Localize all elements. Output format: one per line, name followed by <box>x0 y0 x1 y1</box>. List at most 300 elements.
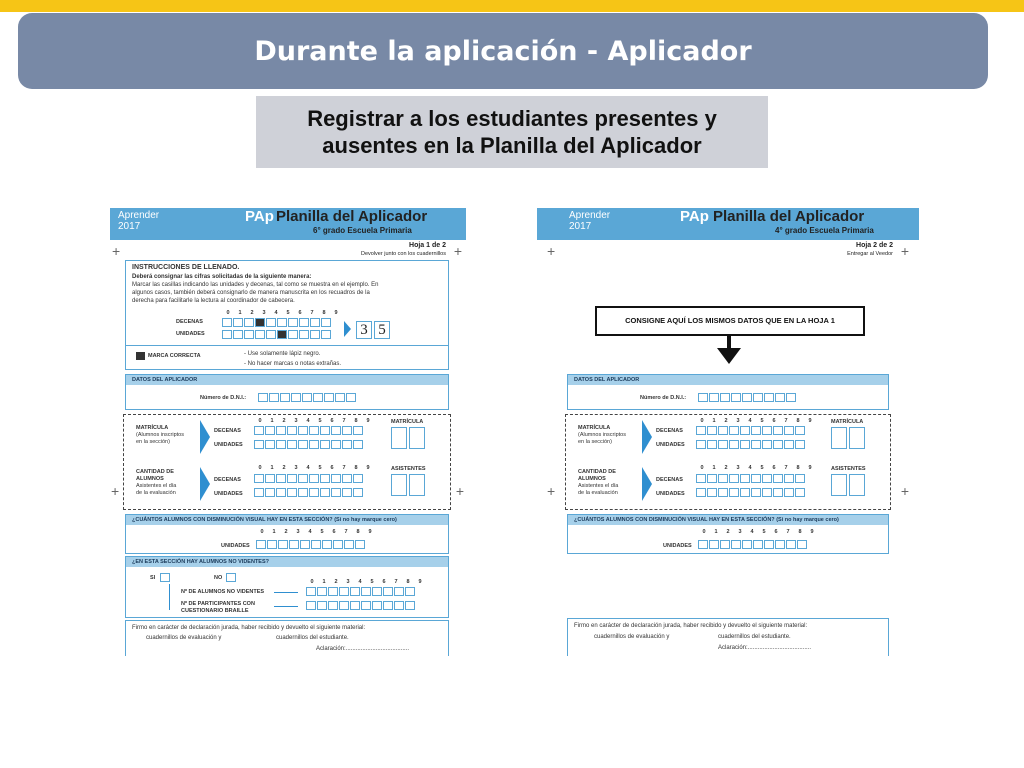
digit-label: 9 <box>418 579 422 585</box>
sheet1-brand: Aprender 2017 <box>118 210 160 232</box>
digit-checkbox[interactable] <box>342 488 352 497</box>
digit-checkbox[interactable] <box>709 540 719 549</box>
digit-checkbox[interactable] <box>718 474 728 483</box>
digit-checkbox[interactable] <box>696 474 706 483</box>
rule-line: - No hacer marcas o notas extrañas. <box>244 361 342 367</box>
digit-checkbox[interactable] <box>289 540 299 549</box>
digit-checkbox[interactable] <box>784 474 794 483</box>
digit-checkbox[interactable] <box>344 540 354 549</box>
form-sheet-1 <box>110 206 466 656</box>
digit-checkbox[interactable] <box>302 393 312 402</box>
digit-checkbox[interactable] <box>328 601 338 610</box>
digit-label: 9 <box>808 418 812 424</box>
disminucion-visual-cells[interactable] <box>256 540 366 549</box>
digit-label: 2 <box>726 529 730 535</box>
digit-checkbox[interactable] <box>740 488 750 497</box>
dni-label: Número de D.N.I.: <box>640 395 687 401</box>
digit-checkbox[interactable] <box>720 393 730 402</box>
digit-label: 6 <box>332 529 336 535</box>
asistentes-handwritten-boxes[interactable] <box>831 474 867 496</box>
digit-checkbox[interactable] <box>233 330 243 339</box>
matricula-unidades-cells[interactable] <box>254 440 364 449</box>
sheet1-page-label: Hoja 1 de 2 Devolver junto con los cuadernillos <box>361 242 446 257</box>
digit-label: 3 <box>294 465 298 471</box>
digit-checkbox[interactable] <box>244 330 254 339</box>
asistentes-handwritten-boxes[interactable] <box>391 474 427 496</box>
digit-label: 7 <box>784 465 788 471</box>
digit-checkbox[interactable] <box>298 488 308 497</box>
digit-label: 9 <box>366 418 370 424</box>
digit-checkbox[interactable] <box>709 393 719 402</box>
digit-checkbox[interactable] <box>764 540 774 549</box>
subtitle-line-1: Registrar a los estudiantes presentes y <box>307 106 717 131</box>
subtitle-line-2: ausentes en la Planilla del Aplicador <box>322 133 702 158</box>
sample-handwritten-number: 3 5 <box>356 321 392 339</box>
digit-scale <box>306 579 426 585</box>
marca-label: MARCA CORRECTA <box>148 353 201 359</box>
digit-label: 8 <box>354 418 358 424</box>
digit-checkbox[interactable] <box>751 474 761 483</box>
digit-checkbox[interactable] <box>309 426 319 435</box>
digit-label: 7 <box>394 579 398 585</box>
digit-checkbox[interactable] <box>255 318 265 327</box>
datos-aplicador-header: DATOS DEL APLICADOR <box>568 375 888 385</box>
digit-checkbox[interactable] <box>311 540 321 549</box>
digit-checkbox[interactable] <box>342 426 352 435</box>
digit-checkbox[interactable] <box>762 488 772 497</box>
digit-checkbox[interactable] <box>742 393 752 402</box>
digit-checkbox[interactable] <box>707 474 717 483</box>
arrow-icon <box>642 420 652 454</box>
digit-checkbox[interactable] <box>265 440 275 449</box>
digit-checkbox[interactable] <box>310 318 320 327</box>
digit-checkbox[interactable] <box>280 393 290 402</box>
matricula-unidades-cells[interactable] <box>696 440 806 449</box>
digit-checkbox[interactable] <box>317 587 327 596</box>
digit-checkbox[interactable] <box>265 426 275 435</box>
digit-checkbox[interactable] <box>287 488 297 497</box>
digit-checkbox[interactable] <box>720 540 730 549</box>
digit-checkbox[interactable] <box>405 587 415 596</box>
disminucion-visual-question: ¿CUÁNTOS ALUMNOS CON DISMINUCIÓN VISUAL HAY EN ESTA SECCIÓN? (Si no hay marque cero) <box>568 515 888 525</box>
digit-checkbox[interactable] <box>331 474 341 483</box>
digit-checkbox[interactable] <box>276 440 286 449</box>
registration-mark: + <box>112 243 121 259</box>
digit-checkbox[interactable] <box>762 474 772 483</box>
matricula-decenas-cells[interactable] <box>696 426 806 435</box>
asistentes-unidades-cells[interactable] <box>254 488 364 497</box>
digit-checkbox[interactable] <box>753 540 763 549</box>
digit-label: 3 <box>738 529 742 535</box>
digit-checkbox[interactable] <box>320 426 330 435</box>
matricula-section <box>123 414 451 510</box>
dni-label: Número de D.N.I.: <box>200 395 247 401</box>
asistentes-box-label: ASISTENTES <box>831 466 866 472</box>
digit-checkbox[interactable] <box>335 393 345 402</box>
digit-label: 1 <box>712 418 716 424</box>
instructions-line: Deberá consignar las cifras solicitadas de la siguiente manera: <box>132 274 312 280</box>
digit-label: 6 <box>772 465 776 471</box>
digit-label: 5 <box>318 418 322 424</box>
arrow-icon <box>344 321 351 337</box>
asistentes-box-label: ASISTENTES <box>391 466 426 472</box>
digit-checkbox[interactable] <box>306 601 316 610</box>
digit-label: 2 <box>724 465 728 471</box>
digit-checkbox[interactable] <box>269 393 279 402</box>
digit-label: 3 <box>262 310 266 316</box>
matricula-decenas-cells[interactable] <box>254 426 364 435</box>
digit-checkbox[interactable] <box>277 318 287 327</box>
digit-checkbox[interactable] <box>222 330 232 339</box>
digit-checkbox[interactable] <box>355 540 365 549</box>
unidades-label: UNIDADES <box>656 442 685 448</box>
digit-checkbox[interactable] <box>346 393 356 402</box>
digit-checkbox[interactable] <box>394 601 404 610</box>
asistentes-decenas-cells[interactable] <box>254 474 364 483</box>
digit-checkbox[interactable] <box>784 440 794 449</box>
arrow-icon <box>200 420 210 454</box>
digit-checkbox[interactable] <box>698 540 708 549</box>
digit-checkbox[interactable] <box>258 393 268 402</box>
digit-label: 0 <box>258 465 262 471</box>
instructions-box <box>125 260 449 370</box>
form-sheet-2 <box>537 206 921 656</box>
digit-checkbox[interactable] <box>331 488 341 497</box>
digit-label: 6 <box>382 579 386 585</box>
digit-checkbox[interactable] <box>707 426 717 435</box>
digit-checkbox[interactable] <box>313 393 323 402</box>
cantidad-label: CANTIDAD DE ALUMNOS Asistentes el día de la evaluación <box>136 469 177 496</box>
dni-cells[interactable] <box>258 393 357 402</box>
digit-label: 6 <box>298 310 302 316</box>
braille-cells[interactable] <box>306 601 416 610</box>
cuadernillos-estudiante: cuadernillos del estudiante. <box>718 634 791 640</box>
digit-label: 8 <box>356 529 360 535</box>
digit-checkbox[interactable] <box>740 474 750 483</box>
digit-scale <box>696 418 816 424</box>
filled-square-icon <box>136 352 145 360</box>
digit-checkbox[interactable] <box>707 488 717 497</box>
digit-checkbox[interactable] <box>797 540 807 549</box>
digit-checkbox[interactable] <box>696 488 706 497</box>
slide-title-banner <box>18 13 988 89</box>
digit-label: 6 <box>772 418 776 424</box>
digit-label: 8 <box>796 418 800 424</box>
aclaracion-field: Aclaración:...................................... <box>718 645 812 651</box>
instructions-line: derecha para facilitarle la lectura al coordinador de cabecera. <box>132 298 295 304</box>
asistentes-decenas-cells[interactable] <box>696 474 806 483</box>
digit-label: 0 <box>702 529 706 535</box>
dni-cells[interactable] <box>698 393 797 402</box>
digit-checkbox[interactable] <box>320 488 330 497</box>
digit-checkbox[interactable] <box>287 440 297 449</box>
digit-label: 1 <box>270 418 274 424</box>
digit-checkbox[interactable] <box>339 587 349 596</box>
digit-checkbox[interactable] <box>278 540 288 549</box>
registration-mark: + <box>111 483 120 499</box>
sheet2-page-label: Hoja 2 de 2 Entregar al Veedor <box>847 242 893 257</box>
digit-checkbox[interactable] <box>328 587 338 596</box>
digit-checkbox[interactable] <box>784 488 794 497</box>
digit-label: 5 <box>370 579 374 585</box>
digit-checkbox[interactable] <box>751 440 761 449</box>
slide-subtitle <box>307 105 717 159</box>
digit-checkbox[interactable] <box>707 440 717 449</box>
digit-checkbox[interactable] <box>762 440 772 449</box>
sheet2-grade: 4° grado Escuela Primaria <box>775 226 874 235</box>
sheet1-pap-logo: PAp <box>245 208 274 225</box>
digit-checkbox[interactable] <box>299 330 309 339</box>
disminucion-visual-cells[interactable] <box>698 540 808 549</box>
digit-checkbox[interactable] <box>731 540 741 549</box>
digit-checkbox[interactable] <box>718 426 728 435</box>
digit-checkbox[interactable] <box>265 488 275 497</box>
digit-checkbox[interactable] <box>266 318 276 327</box>
digit-checkbox[interactable] <box>773 426 783 435</box>
digit-checkbox[interactable] <box>298 426 308 435</box>
digit-checkbox[interactable] <box>795 474 805 483</box>
digit-label: 9 <box>366 465 370 471</box>
matricula-handwritten-boxes[interactable] <box>831 427 867 449</box>
digit-checkbox[interactable] <box>339 601 349 610</box>
digit-checkbox[interactable] <box>353 488 363 497</box>
matricula-handwritten-boxes[interactable] <box>391 427 427 449</box>
digit-checkbox[interactable] <box>696 440 706 449</box>
registration-mark: + <box>900 483 909 499</box>
digit-checkbox[interactable] <box>372 587 382 596</box>
digit-checkbox[interactable] <box>298 474 308 483</box>
digit-checkbox[interactable] <box>731 393 741 402</box>
sheet2-pap-logo: PAp <box>680 208 709 225</box>
digit-checkbox[interactable] <box>277 330 287 339</box>
digit-checkbox[interactable] <box>751 488 761 497</box>
digit-checkbox[interactable] <box>729 474 739 483</box>
digit-checkbox[interactable] <box>742 540 752 549</box>
digit-checkbox[interactable] <box>698 393 708 402</box>
decenas-label: DECENAS <box>214 428 241 434</box>
digit-checkbox[interactable] <box>233 318 243 327</box>
digit-checkbox[interactable] <box>729 488 739 497</box>
digit-label: 0 <box>226 310 230 316</box>
digit-checkbox[interactable] <box>394 587 404 596</box>
digit-checkbox[interactable] <box>342 440 352 449</box>
digit-checkbox[interactable] <box>773 474 783 483</box>
digit-checkbox[interactable] <box>696 426 706 435</box>
digit-checkbox[interactable] <box>764 393 774 402</box>
no-checkbox[interactable] <box>226 573 237 582</box>
firma-box <box>567 618 889 656</box>
digit-checkbox[interactable] <box>762 426 772 435</box>
digit-label: 3 <box>736 418 740 424</box>
digit-checkbox[interactable] <box>309 488 319 497</box>
digit-label: 6 <box>774 529 778 535</box>
no-videntes-count-label: Nº DE ALUMNOS NO VIDENTES <box>181 589 265 595</box>
digit-checkbox[interactable] <box>255 330 265 339</box>
digit-checkbox[interactable] <box>321 318 331 327</box>
digit-checkbox[interactable] <box>718 440 728 449</box>
digit-checkbox[interactable] <box>740 426 750 435</box>
digit-label: 7 <box>344 529 348 535</box>
digit-label: 5 <box>286 310 290 316</box>
digit-checkbox[interactable] <box>298 440 308 449</box>
divider <box>126 345 448 346</box>
matricula-label: MATRÍCULA (Alumnos inscriptos en la sección) <box>578 425 626 445</box>
digit-checkbox[interactable] <box>775 540 785 549</box>
digit-checkbox[interactable] <box>256 540 266 549</box>
matricula-box-label: MATRÍCULA <box>831 419 864 425</box>
digit-label: 7 <box>342 465 346 471</box>
digit-scale <box>222 310 342 316</box>
digit-checkbox[interactable] <box>321 330 331 339</box>
down-arrow-stem <box>727 336 731 348</box>
registration-mark: + <box>900 243 909 259</box>
digit-checkbox[interactable] <box>383 587 393 596</box>
digit-label: 4 <box>308 529 312 535</box>
digit-scale <box>256 529 376 535</box>
unidades-label: UNIDADES <box>176 331 205 337</box>
cuadernillos-evaluacion: cuadernillos de evaluación y <box>146 635 222 641</box>
digit-checkbox[interactable] <box>333 540 343 549</box>
digit-checkbox[interactable] <box>299 318 309 327</box>
digit-checkbox[interactable] <box>795 440 805 449</box>
digit-label: 4 <box>748 465 752 471</box>
digit-checkbox[interactable] <box>254 426 264 435</box>
digit-label: 3 <box>346 579 350 585</box>
digit-checkbox[interactable] <box>773 488 783 497</box>
digit-checkbox[interactable] <box>775 393 785 402</box>
digit-checkbox[interactable] <box>324 393 334 402</box>
decenas-label: DECENAS <box>176 319 203 325</box>
digit-checkbox[interactable] <box>353 474 363 483</box>
digit-checkbox[interactable] <box>300 540 310 549</box>
digit-label: 1 <box>270 465 274 471</box>
digit-label: 9 <box>808 465 812 471</box>
arrow-icon <box>642 467 652 501</box>
si-label: SI <box>150 575 156 581</box>
digit-checkbox[interactable] <box>751 426 761 435</box>
aclaracion-field: Aclaración:...................................... <box>316 646 410 652</box>
digit-checkbox[interactable] <box>276 488 286 497</box>
digit-checkbox[interactable] <box>795 488 805 497</box>
digit-checkbox[interactable] <box>729 440 739 449</box>
digit-checkbox[interactable] <box>309 440 319 449</box>
digit-checkbox[interactable] <box>350 587 360 596</box>
digit-checkbox[interactable] <box>353 426 363 435</box>
digit-checkbox[interactable] <box>729 426 739 435</box>
digit-checkbox[interactable] <box>331 426 341 435</box>
digit-checkbox[interactable] <box>288 318 298 327</box>
digit-checkbox[interactable] <box>372 601 382 610</box>
si-checkbox[interactable] <box>160 573 171 582</box>
no-videntes-cells[interactable] <box>306 587 416 596</box>
digit-label: 7 <box>784 418 788 424</box>
digit-checkbox[interactable] <box>383 601 393 610</box>
digit-checkbox[interactable] <box>320 440 330 449</box>
digit-checkbox[interactable] <box>786 540 796 549</box>
digit-checkbox[interactable] <box>317 601 327 610</box>
digit-checkbox[interactable] <box>740 440 750 449</box>
digit-label: 4 <box>750 529 754 535</box>
matricula-box-label: MATRÍCULA <box>391 419 424 425</box>
digit-checkbox[interactable] <box>320 474 330 483</box>
digit-checkbox[interactable] <box>265 474 275 483</box>
no-label: NO <box>214 575 223 581</box>
digit-label: 6 <box>330 465 334 471</box>
digit-checkbox[interactable] <box>353 440 363 449</box>
digit-checkbox[interactable] <box>276 426 286 435</box>
digit-checkbox[interactable] <box>287 474 297 483</box>
unidades-label: UNIDADES <box>214 442 243 448</box>
digit-checkbox[interactable] <box>795 426 805 435</box>
sheet2-brand: Aprender 2017 <box>569 210 611 232</box>
digit-checkbox[interactable] <box>361 601 371 610</box>
digit-label: 2 <box>250 310 254 316</box>
digit-label: 5 <box>762 529 766 535</box>
decenas-label: DECENAS <box>656 428 683 434</box>
digit-checkbox[interactable] <box>306 587 316 596</box>
digit-checkbox[interactable] <box>309 474 319 483</box>
digit-label: 4 <box>358 579 362 585</box>
digit-label: 7 <box>342 418 346 424</box>
digit-checkbox[interactable] <box>266 330 276 339</box>
digit-checkbox[interactable] <box>786 393 796 402</box>
digit-scale <box>696 465 816 471</box>
digit-checkbox[interactable] <box>254 440 264 449</box>
digit-label: 2 <box>284 529 288 535</box>
digit-label: 8 <box>322 310 326 316</box>
disminucion-visual-question: ¿CUÁNTOS ALUMNOS CON DISMINUCIÓN VISUAL HAY EN ESTA SECCIÓN? (Si no hay marque cero) <box>126 515 448 525</box>
digit-label: 1 <box>272 529 276 535</box>
digit-label: 1 <box>322 579 326 585</box>
instructions-title: INSTRUCCIONES DE LLENADO. <box>132 264 240 271</box>
arrow-icon <box>274 606 298 607</box>
digit-checkbox[interactable] <box>254 488 264 497</box>
digit-checkbox[interactable] <box>753 393 763 402</box>
digit-checkbox[interactable] <box>405 601 415 610</box>
digit-checkbox[interactable] <box>718 488 728 497</box>
digit-label: 5 <box>320 529 324 535</box>
digit-checkbox[interactable] <box>784 426 794 435</box>
digit-checkbox[interactable] <box>331 440 341 449</box>
arrow-icon <box>200 467 210 501</box>
digit-scale <box>254 418 374 424</box>
digit-checkbox[interactable] <box>310 330 320 339</box>
connector-line <box>169 584 170 610</box>
digit-label: 4 <box>274 310 278 316</box>
digit-checkbox[interactable] <box>291 393 301 402</box>
digit-checkbox[interactable] <box>287 426 297 435</box>
digit-checkbox[interactable] <box>350 601 360 610</box>
digit-checkbox[interactable] <box>254 474 264 483</box>
asistentes-unidades-cells[interactable] <box>696 488 806 497</box>
digit-checkbox[interactable] <box>244 318 254 327</box>
digit-checkbox[interactable] <box>222 318 232 327</box>
digit-checkbox[interactable] <box>322 540 332 549</box>
sheet1-title: Planilla del Aplicador <box>276 208 428 225</box>
digit-checkbox[interactable] <box>288 330 298 339</box>
digit-checkbox[interactable] <box>267 540 277 549</box>
unidades-label: UNIDADES <box>656 491 685 497</box>
cantidad-label: CANTIDAD DE ALUMNOS Asistentes el día de la evaluación <box>578 469 619 496</box>
digit-checkbox[interactable] <box>773 440 783 449</box>
digit-label: 7 <box>310 310 314 316</box>
digit-checkbox[interactable] <box>276 474 286 483</box>
digit-checkbox[interactable] <box>361 587 371 596</box>
digit-label: 8 <box>354 465 358 471</box>
no-videntes-question: ¿EN ESTA SECCIÓN HAY ALUMNOS NO VIDENTES? <box>126 557 448 567</box>
decenas-label: DECENAS <box>214 477 241 483</box>
digit-checkbox[interactable] <box>342 474 352 483</box>
